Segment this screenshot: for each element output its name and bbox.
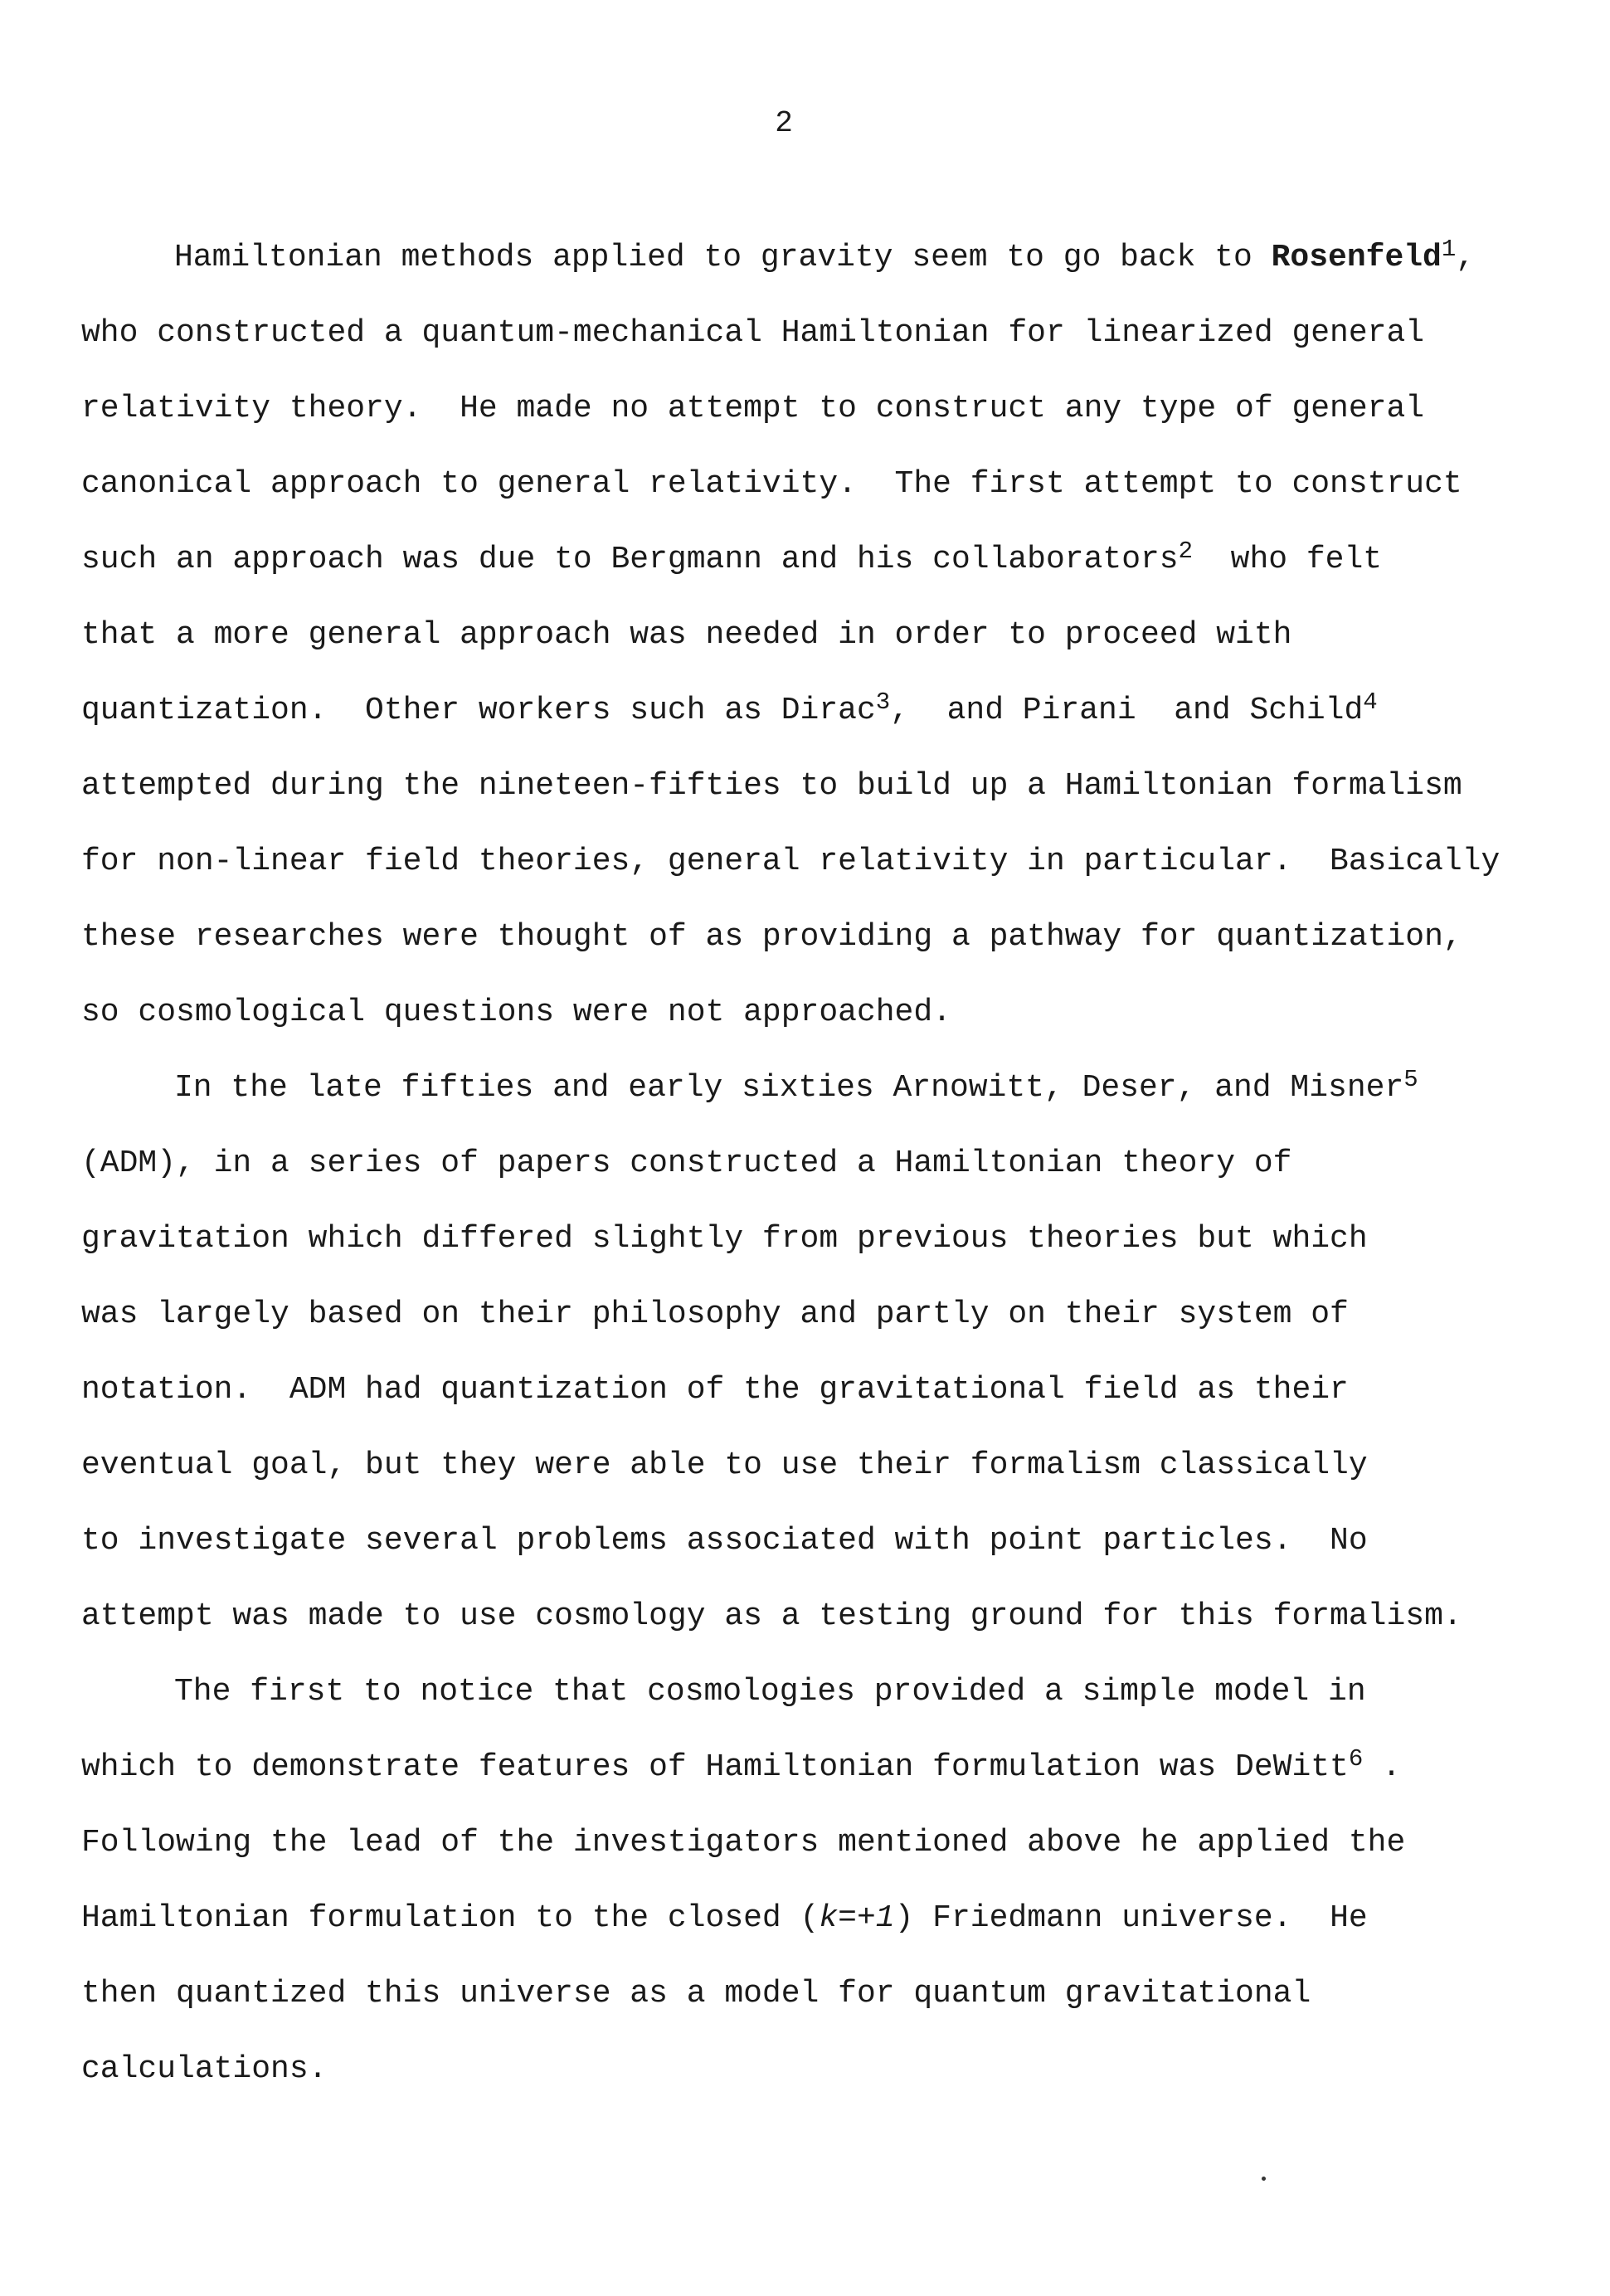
text-line: attempted during the nineteen-fifties to build up a Hamiltonian formalism [81,768,1462,804]
text-line: attempt was made to use cosmology as a testing ground for this formalism. [81,1598,1462,1634]
text-line: Hamiltonian methods applied to gravity seem to go back to Rosenfeld$^1$, [174,236,1476,275]
text-line: canonical approach to general relativity. The first attempt to construct [81,466,1462,502]
text-line: for non-linear field theories, general relativity in particular. Basically [81,844,1501,879]
text-line: eventual goal, but they were able to use their formalism classically [81,1447,1368,1483]
text-line: In the late fifties and early sixties Arnowitt, Deser, and Misner$^5$ [174,1066,1418,1106]
text-line: so cosmological questions were not approached. [81,995,951,1030]
text-line: Following the lead of the investigators mentioned above he applied the [81,1825,1406,1861]
text-line: The first to notice that cosmologies provided a simple model in [174,1674,1366,1710]
page-number: 2 [775,106,793,140]
text-line: was largely based on their philosophy and partly on their system of [81,1296,1349,1332]
text-line: gravitation which differed slightly from previous theories but which [81,1221,1368,1257]
text-line: notation. ADM had quantization of the gravitational field as their [81,1372,1349,1408]
text-line: to investigate several problems associated with point particles. No [81,1523,1368,1559]
stray-mark [1262,2177,1266,2181]
text-line: relativity theory. He made no attempt to construct any type of general [81,391,1425,426]
text-line: who constructed a quantum-mechanical Hamiltonian for linearized general [81,315,1425,351]
text-line: such an approach was due to Bergmann and his collaborators$^2$ who felt [81,538,1383,577]
text-line: then quantized this universe as a model for quantum gravitational [81,1976,1311,2011]
text-line: that a more general approach was needed in order to proceed with [81,617,1292,653]
text-line: which to demonstrate features of Hamiltonian formulation was DeWitt$^6$ . [81,1745,1401,1785]
text-line: these researches were thought of as providing a pathway for quantization, [81,919,1462,955]
text-line: (ADM), in a series of papers constructed a Hamiltonian theory of [81,1146,1292,1181]
text-line: calculations. [81,2051,328,2087]
text-line: Hamiltonian formulation to the closed (k=+1) Friedmann universe. He [81,1900,1368,1936]
text-line: quantization. Other workers such as Dirac$^3$, and Pirani and Schild$^4$ [81,688,1378,728]
